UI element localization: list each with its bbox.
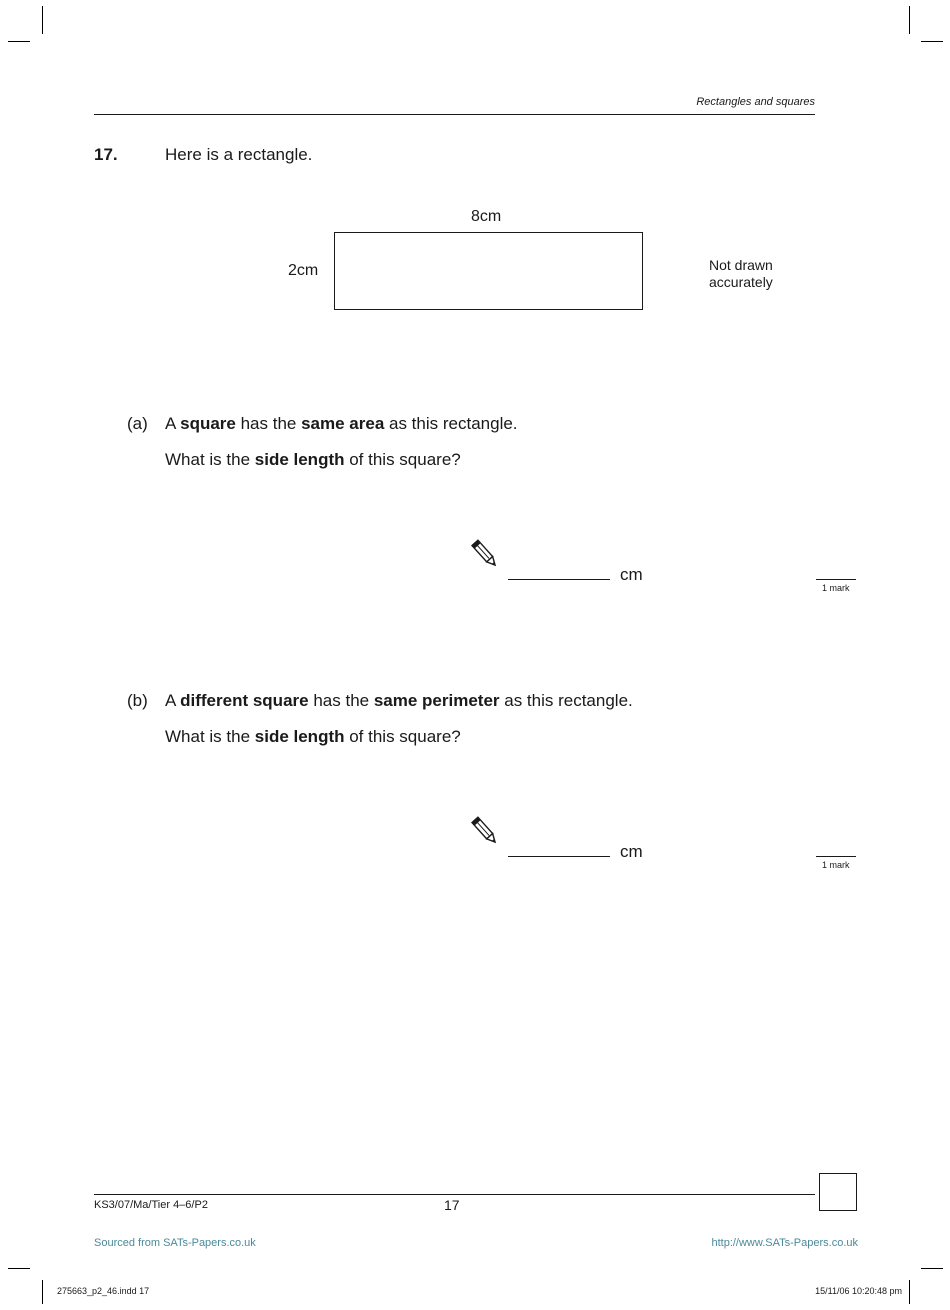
text: What is the <box>165 450 255 469</box>
emphasis: same area <box>301 414 385 433</box>
section-title: Rectangles and squares <box>696 96 815 108</box>
header-rule <box>94 114 815 115</box>
text: What is the <box>165 727 255 746</box>
emphasis: side length <box>254 727 345 746</box>
print-slug-date: 15/11/06 10:20:48 pm <box>815 1286 902 1296</box>
crop-mark <box>42 1280 43 1304</box>
pencil-icon <box>470 537 500 571</box>
rectangle-diagram <box>334 232 643 310</box>
crop-mark <box>8 41 30 42</box>
note-line-2: accurately <box>709 274 773 290</box>
rectangle-length-label: 8cm <box>471 208 502 225</box>
note-line-1: Not drawn <box>709 257 773 273</box>
not-drawn-accurately-note <box>709 257 809 291</box>
part-a-label: (a) <box>127 414 148 433</box>
crop-mark <box>909 1280 910 1304</box>
crop-mark <box>909 6 910 34</box>
question-number: 17. <box>94 145 118 164</box>
part-b-answer-field[interactable] <box>508 835 610 856</box>
page-number: 17 <box>444 1197 460 1213</box>
part-a-question-line-2 <box>165 450 461 470</box>
text: A <box>165 414 181 433</box>
source-credit: Sourced from SATs-Papers.co.uk <box>94 1237 256 1249</box>
crop-mark <box>921 41 943 42</box>
part-b-question-line-1 <box>165 691 633 711</box>
crop-mark <box>8 1268 30 1269</box>
text: of this square? <box>344 450 461 469</box>
paper-code: KS3/07/Ma/Tier 4–6/P2 <box>94 1199 208 1211</box>
text: as this rectangle. <box>499 691 633 710</box>
part-b-mark-line <box>816 856 856 857</box>
source-url[interactable]: http://www.SATs-Papers.co.uk <box>711 1237 858 1249</box>
crop-mark <box>42 6 43 34</box>
part-b-unit: cm <box>620 842 643 861</box>
part-b-question-line-2 <box>165 727 461 747</box>
crop-mark <box>921 1268 943 1269</box>
text: of this square? <box>344 727 461 746</box>
emphasis: side length <box>254 450 345 469</box>
part-a-question-line-1 <box>165 414 518 434</box>
text: A <box>165 691 181 710</box>
footer-rule <box>94 1194 815 1195</box>
part-a-mark-line <box>816 579 856 580</box>
print-slug-file: 275663_p2_46.indd 17 <box>57 1286 150 1296</box>
text: has the <box>235 414 302 433</box>
text: as this rectangle. <box>384 414 518 433</box>
emphasis: same perimeter <box>373 691 500 710</box>
part-a-unit: cm <box>620 565 643 584</box>
part-a-answer-line <box>508 579 610 580</box>
part-b-mark: 1 mark <box>822 860 850 870</box>
part-b-answer-line <box>508 856 610 857</box>
text: has the <box>308 691 374 710</box>
total-marks-box <box>819 1173 857 1211</box>
part-a-mark: 1 mark <box>822 583 850 593</box>
emphasis: square <box>180 414 236 433</box>
pencil-icon <box>470 814 500 848</box>
rectangle-width-label: 2cm <box>288 262 319 279</box>
part-a-answer-field[interactable] <box>508 558 610 579</box>
part-b-label: (b) <box>127 691 148 710</box>
question-stem: Here is a rectangle. <box>165 145 313 164</box>
emphasis: different square <box>180 691 309 710</box>
